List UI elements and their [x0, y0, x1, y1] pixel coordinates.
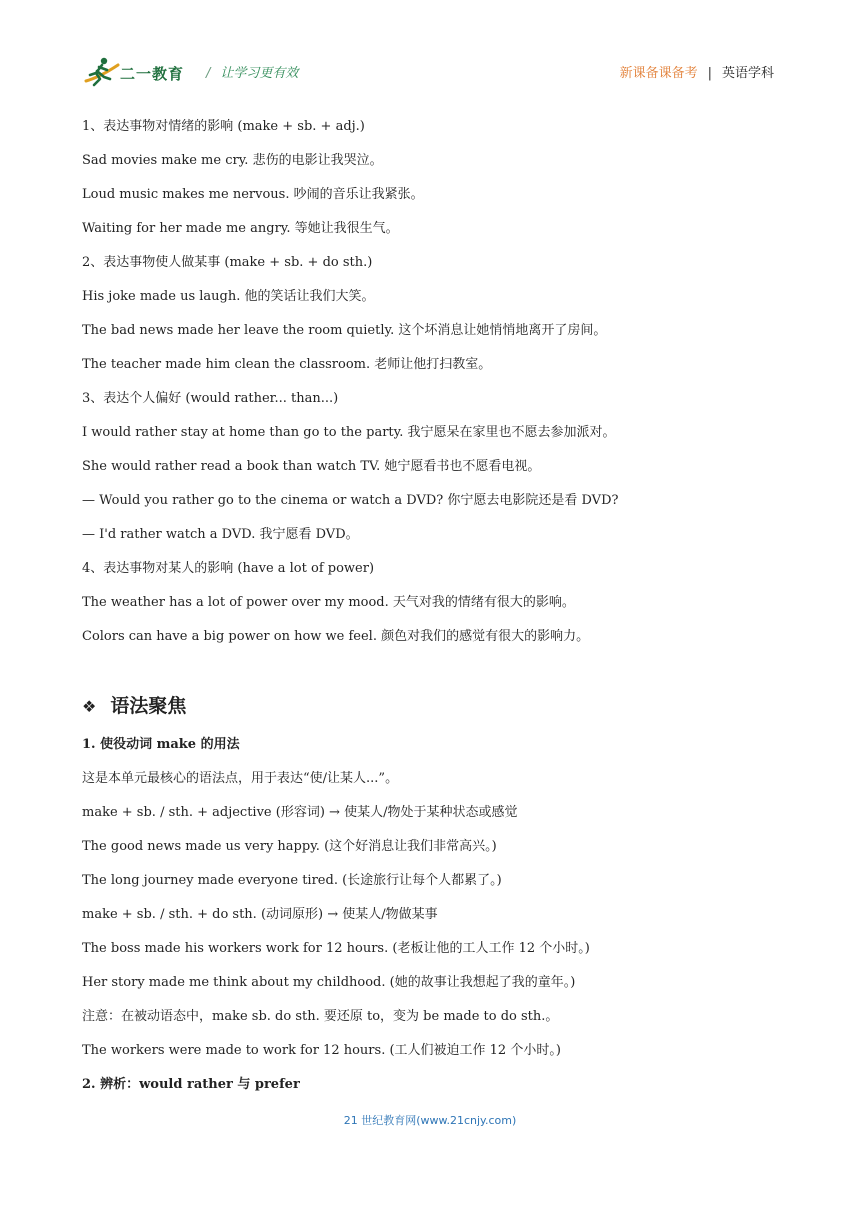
example-line: Loud music makes me nervous. 吵闹的音乐让我紧张。	[82, 187, 424, 202]
body-line: 这是本单元最核心的语法点，用于表达“使/让某人...”。	[82, 771, 399, 786]
section-title	[82, 684, 782, 728]
dialogue-line: — Would you rather go to the cinema or watch a DVD? 你宁愿去电影院还是看 DVD?	[82, 493, 619, 508]
rule-line: make + sb. / sth. + adjective (形容词) → 使某人/物处于某种状态或感觉	[82, 805, 518, 820]
note-line: 注意：在被动语态中，make sb. do sth. 要还原 to，变为 be made to do sth.。	[82, 1009, 559, 1024]
example-line: Sad movies make me cry. 悲伤的电影让我哭泣。	[82, 153, 383, 168]
example-line: Colors can have a big power on how we feel. 颜色对我们的感觉有很大的影响力。	[82, 629, 590, 644]
heading-line: 4、表达事物对某人的影响 (have a lot of power)	[82, 561, 375, 576]
slogan-text: 让学习更有效	[220, 66, 299, 81]
heading-line: 3、表达个人偏好 (would rather... than...)	[82, 391, 339, 406]
running-man-icon	[82, 55, 122, 89]
diamond-bullet-icon: ❖	[82, 697, 97, 716]
example-line: The workers were made to work for 12 hours. (工人们被迫工作 12 个小时。)	[82, 1043, 561, 1058]
example-line: Waiting for her made me angry. 等她让我很生气。	[82, 221, 399, 236]
slogan-slash: /	[206, 66, 211, 81]
header-right	[620, 62, 774, 81]
heading-line: 1、表达事物对情绪的影响 (make + sb. + adj.)	[82, 119, 365, 134]
logo-text: 二一教育	[120, 65, 185, 83]
section-title-text: 语法聚焦	[110, 695, 187, 717]
page-header	[82, 55, 774, 91]
header-separator: |	[707, 66, 712, 81]
example-line: The bad news made her leave the room quietly. 这个坏消息让她悄悄地离开了房间。	[82, 323, 607, 338]
example-line: I would rather stay at home than go to the party. 我宁愿呆在家里也不愿去参加派对。	[82, 425, 616, 440]
slogan	[206, 62, 298, 81]
subheading: 2. 辨析：would rather 与 prefer	[82, 1077, 300, 1092]
dialogue-line: — I'd rather watch a DVD. 我宁愿看 DVD。	[82, 527, 359, 542]
section-spacer	[82, 654, 782, 684]
document-body	[82, 110, 782, 1102]
example-line: The long journey made everyone tired. (长途旅行让每个人都累了。)	[82, 873, 502, 888]
example-line: The weather has a lot of power over my mood. 天气对我的情绪有很大的影响。	[82, 595, 575, 610]
course-label: 新课备课备考	[619, 66, 698, 81]
page-footer: 21 世纪教育网(www.21cnjy.com)	[343, 1114, 517, 1127]
example-line: Her story made me think about my childhood. (她的故事让我想起了我的童年。)	[82, 975, 576, 990]
example-line: The good news made us very happy. (这个好消息让我们非常高兴。)	[82, 839, 497, 854]
example-line: She would rather read a book than watch TV. 她宁愿看书也不愿看电视。	[82, 459, 541, 474]
subject-label: 英语学科	[721, 66, 774, 81]
heading-line: 2、表达事物使人做某事 (make + sb. + do sth.)	[82, 255, 373, 270]
example-line: The boss made his workers work for 12 hours. (老板让他的工人工作 12 个小时。)	[82, 941, 590, 956]
example-line: The teacher made him clean the classroom. 老师让他打扫教室。	[82, 357, 492, 372]
subheading: 1. 使役动词 make 的用法	[82, 737, 240, 752]
rule-line: make + sb. / sth. + do sth. (动词原形) → 使某人/物做某事	[82, 907, 438, 922]
logo	[82, 55, 192, 89]
example-line: His joke made us laugh. 他的笑话让我们大笑。	[82, 289, 375, 304]
